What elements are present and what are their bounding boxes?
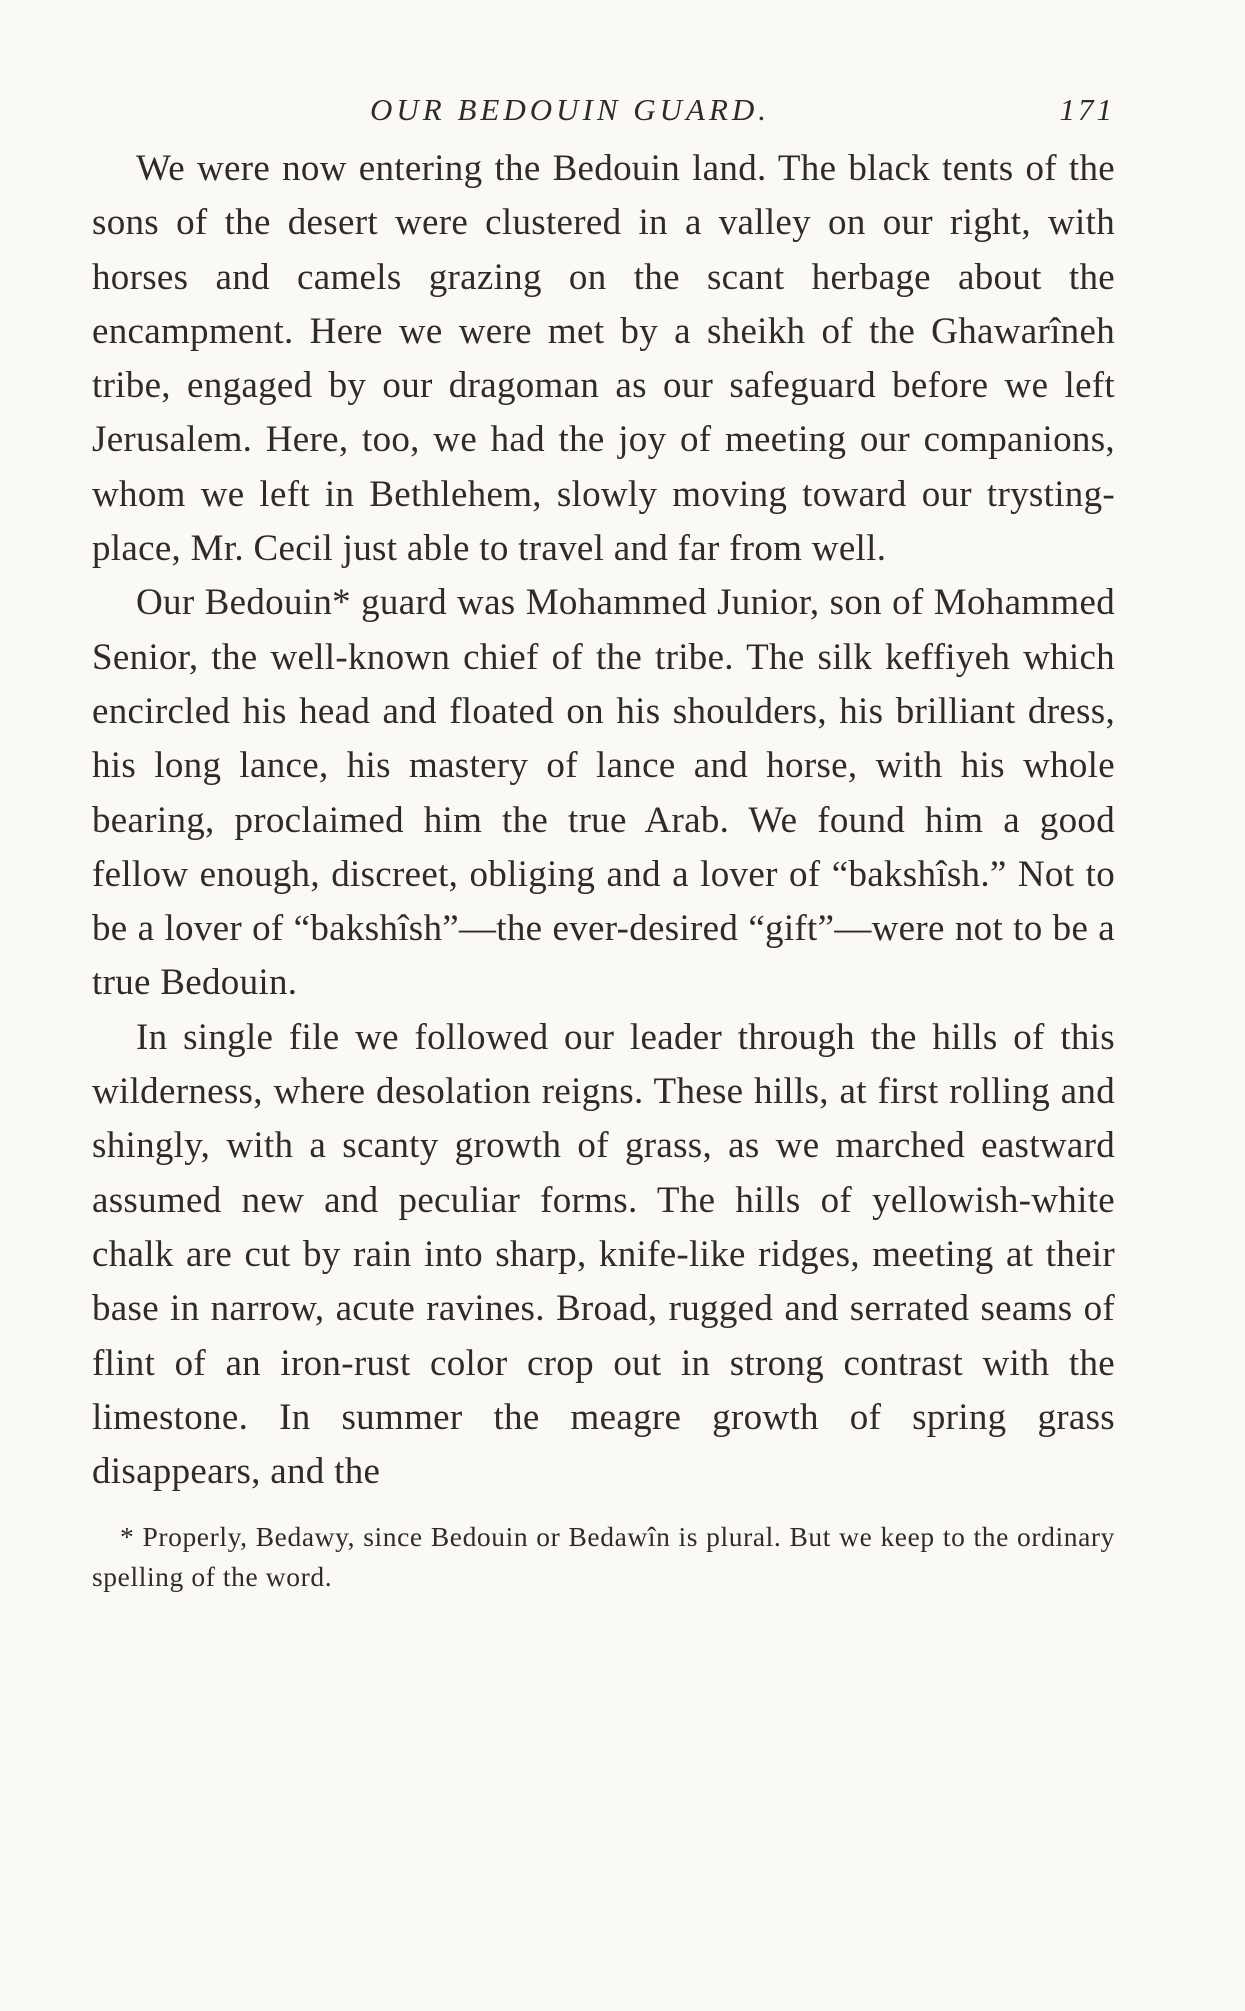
paragraph: Our Bedouin* guard was Mohammed Junior, son of Mohammed Senior, the well-known chief of the tribe. The silk keffiyeh which encircled his head and floated on his shoulders, his brilliant dress, his long lance, his mastery of lance and horse, with his whole bearing, proclaimed him the true Arab. We found him a good fellow enough, discreet, obliging and a lover of “bakshîsh.” Not to be a lover of “bakshîsh”—the ever-desired “gift”—were not to be a true Bedouin. <box>92 582 1115 1004</box>
book-page <box>92 92 1115 1597</box>
paragraph: In single file we followed our leader through the hills of this wilderness, where desolation reigns. These hills, at first rolling and shingly, with a scanty growth of grass, as we marched eastward assumed new and peculiar forms. The hills of yellowish-white chalk are cut by rain into sharp, knife-like ridges, meeting at their base in narrow, acute ravines. Broad, rugged and serrated seams of flint of an iron-rust color crop out in strong contrast with the limestone. In summer the meagre growth of spring grass disappears, and the <box>92 1016 1115 1493</box>
paragraph: We were now entering the Bedouin land. The black tents of the sons of the desert were clustered in a valley on our right, with horses and camels grazing on the scant herbage about the encampment. Here we were met by a sheikh of the Ghawarîneh tribe, engaged by our dragoman as our safeguard before we left Jerusalem. Here, too, we had the joy of meeting our companions, whom we left in Bethlehem, slowly moving toward our trysting-place, Mr. Cecil just able to travel and far from well. <box>92 148 1115 570</box>
running-head <box>92 92 1115 140</box>
body-text <box>92 142 1115 1499</box>
running-head-title: OUR BEDOUIN GUARD. <box>370 92 771 127</box>
page-number: 171 <box>1059 92 1115 127</box>
footnote <box>92 1517 1115 1597</box>
footnote-text: * Properly, Bedawy, since Bedouin or Bedawîn is plural. But we keep to the ordinary spelling of the word. <box>92 1521 1115 1593</box>
